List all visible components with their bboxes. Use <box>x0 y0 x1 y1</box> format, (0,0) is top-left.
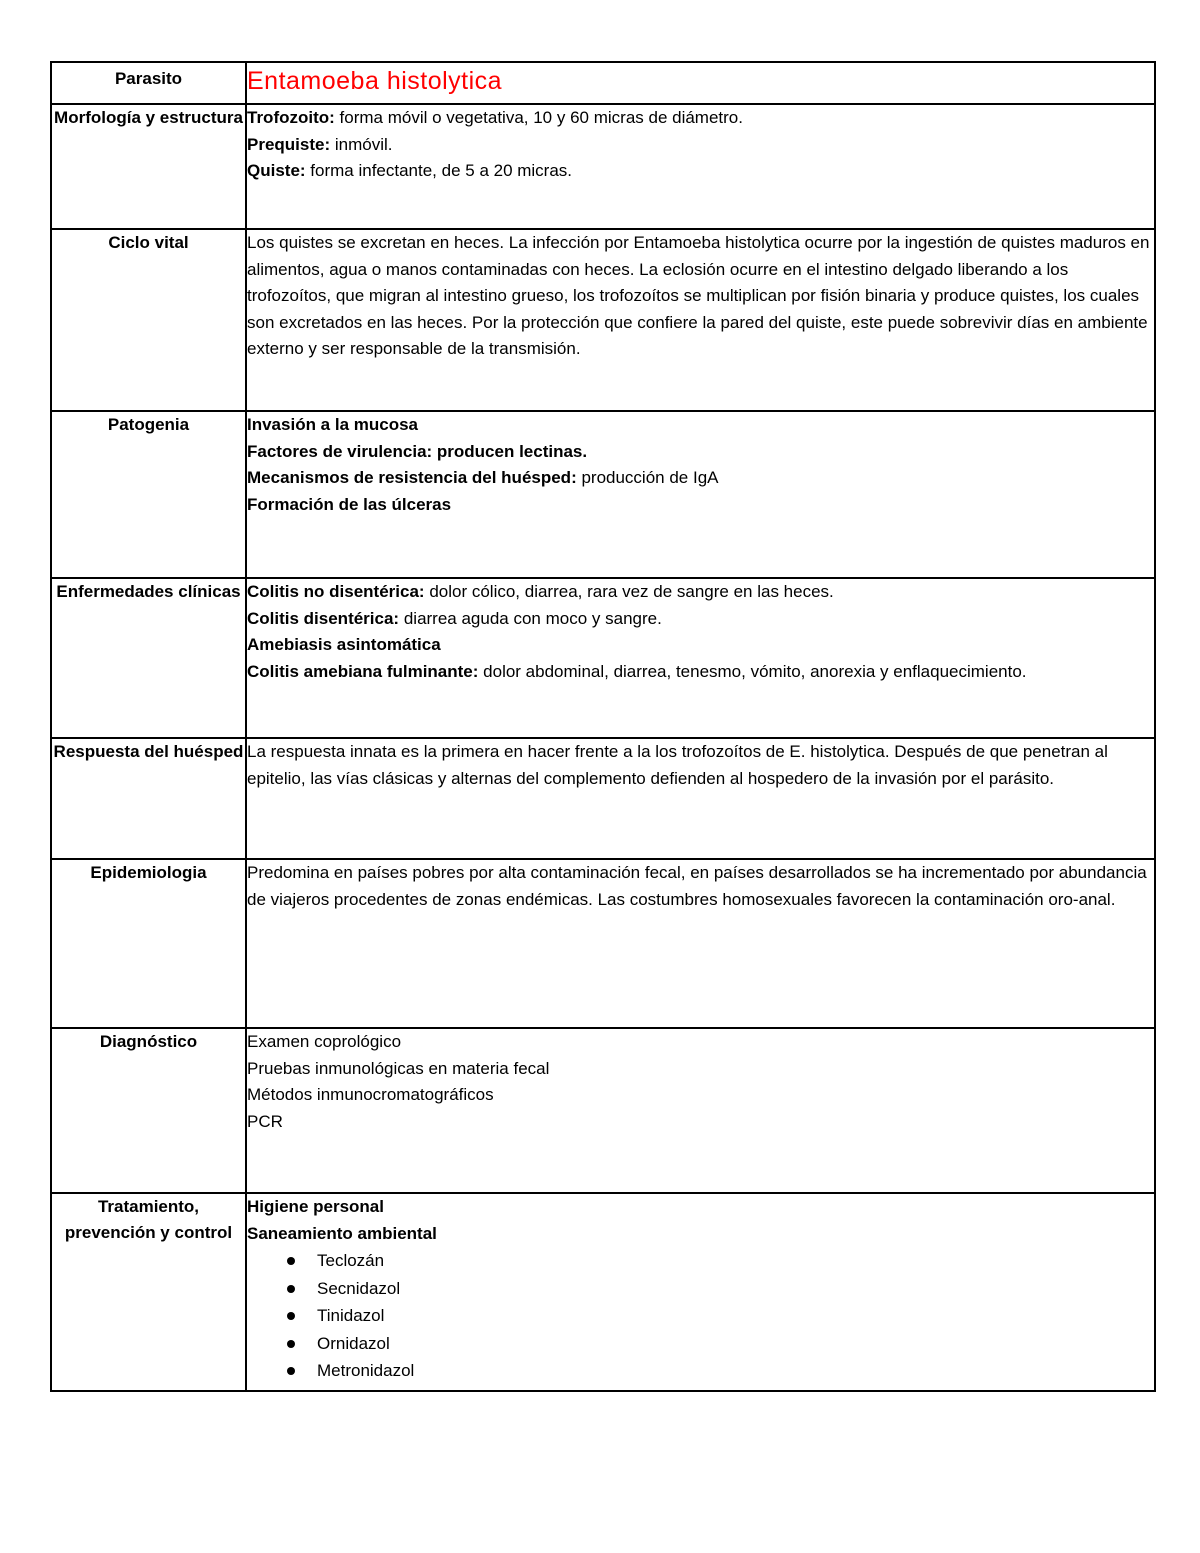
row-label-clinical: Enfermedades clínicas <box>51 578 246 738</box>
row-label-pathogenesis: Patogenia <box>51 411 246 578</box>
bullet-icon <box>287 1312 295 1320</box>
list-item: Saneamiento ambiental <box>247 1223 437 1243</box>
table-row <box>51 859 1155 1028</box>
epidemiology-content: Predomina en países pobres por alta contaminación fecal, en países desarrollados se ha incrementado por abundancia de viajeros procedentes de zonas endémicas. Las costumbres homosexuales favorecen la contaminación oro-anal. <box>246 859 1155 1028</box>
list-item: Quiste: forma infectante, de 5 a 20 micras. <box>247 161 573 180</box>
list-item: Higiene personal <box>247 1197 384 1216</box>
parasite-name: Entamoeba histolytica <box>247 67 503 95</box>
list-item: Trofozoito: forma móvil o vegetativa, 10 y 60 micras de diámetro. <box>247 108 743 127</box>
row-label-morphology: Morfología y estructura <box>51 104 246 229</box>
list-item: Métodos inmunocromatográficos <box>247 1085 494 1104</box>
diagnosis-content <box>246 1028 1155 1193</box>
list-item: Mecanismos de resistencia del huésped: producción de IgA <box>247 468 719 487</box>
pathogenesis-content <box>246 411 1155 578</box>
list-item: Formación de las úlceras <box>247 494 452 514</box>
table-row <box>51 578 1155 738</box>
drug-list <box>247 1247 1154 1385</box>
clinical-content <box>246 578 1155 738</box>
row-label-host-response: Respuesta del huésped <box>51 738 246 859</box>
list-item: Amebiasis asintomática <box>247 635 441 654</box>
row-label-diagnosis: Diagnóstico <box>51 1028 246 1193</box>
treatment-content <box>246 1193 1155 1391</box>
bullet-icon <box>287 1257 295 1265</box>
table-row <box>51 62 1155 104</box>
list-item: PCR <box>247 1111 283 1131</box>
row-label-treatment: Tratamiento, prevención y control <box>51 1193 246 1391</box>
table-row <box>51 104 1155 229</box>
table-row <box>51 1193 1155 1391</box>
list-item: Tinidazol <box>287 1302 1154 1330</box>
morphology-content <box>246 104 1155 229</box>
row-label-lifecycle: Ciclo vital <box>51 229 246 411</box>
list-item: Factores de virulencia: producen lectinas. <box>247 441 588 461</box>
row-label-parasite: Parasito <box>51 62 246 104</box>
table-row <box>51 1028 1155 1193</box>
list-item: Prequiste: inmóvil. <box>247 134 393 154</box>
list-item: Invasión a la mucosa <box>247 415 419 434</box>
bullet-icon <box>287 1285 295 1293</box>
bullet-icon <box>287 1340 295 1348</box>
list-item: Colitis disentérica: diarrea aguda con moco y sangre. <box>247 608 662 628</box>
lifecycle-content: Los quistes se excretan en heces. La infección por Entamoeba histolytica ocurre por la ingestión de quistes maduros en alimentos, agua o manos contaminadas con heces. La eclosión ocurre en el intestino delgado liberando a los trofozoítos, que migran al intestino grueso, los trofozoítos se multiplican por fisión binaria y produce quistes, los cuales son excretados en las heces. Por la protección que confiere la pared del quiste, este puede sobrevivir días en ambiente externo y ser responsable de la transmisión. <box>246 229 1155 411</box>
list-item: Metronidazol <box>287 1357 1154 1385</box>
list-item: Secnidazol <box>287 1275 1154 1303</box>
list-item: Teclozán <box>287 1247 1154 1275</box>
table-row <box>51 411 1155 578</box>
row-label-epidemiology: Epidemiologia <box>51 859 246 1028</box>
list-item: Colitis amebiana fulminante: dolor abdominal, diarrea, tenesmo, vómito, anorexia y enflaquecimiento. <box>247 661 1027 681</box>
list-item: Colitis no disentérica: dolor cólico, diarrea, rara vez de sangre en las heces. <box>247 582 834 601</box>
table-row <box>51 738 1155 859</box>
list-item: Examen coprológico <box>247 1032 402 1051</box>
bullet-icon <box>287 1367 295 1375</box>
list-item: Pruebas inmunológicas en materia fecal <box>247 1058 550 1078</box>
host-response-content: La respuesta innata es la primera en hacer frente a la los trofozoítos de E. histolytica. Después de que penetran al epitelio, las vías clásicas y alternas del complemento defienden al hospedero de la invasión por el parásito. <box>246 738 1155 859</box>
table-row <box>51 229 1155 411</box>
list-item: Ornidazol <box>287 1330 1154 1358</box>
parasite-summary-table <box>50 61 1156 1392</box>
